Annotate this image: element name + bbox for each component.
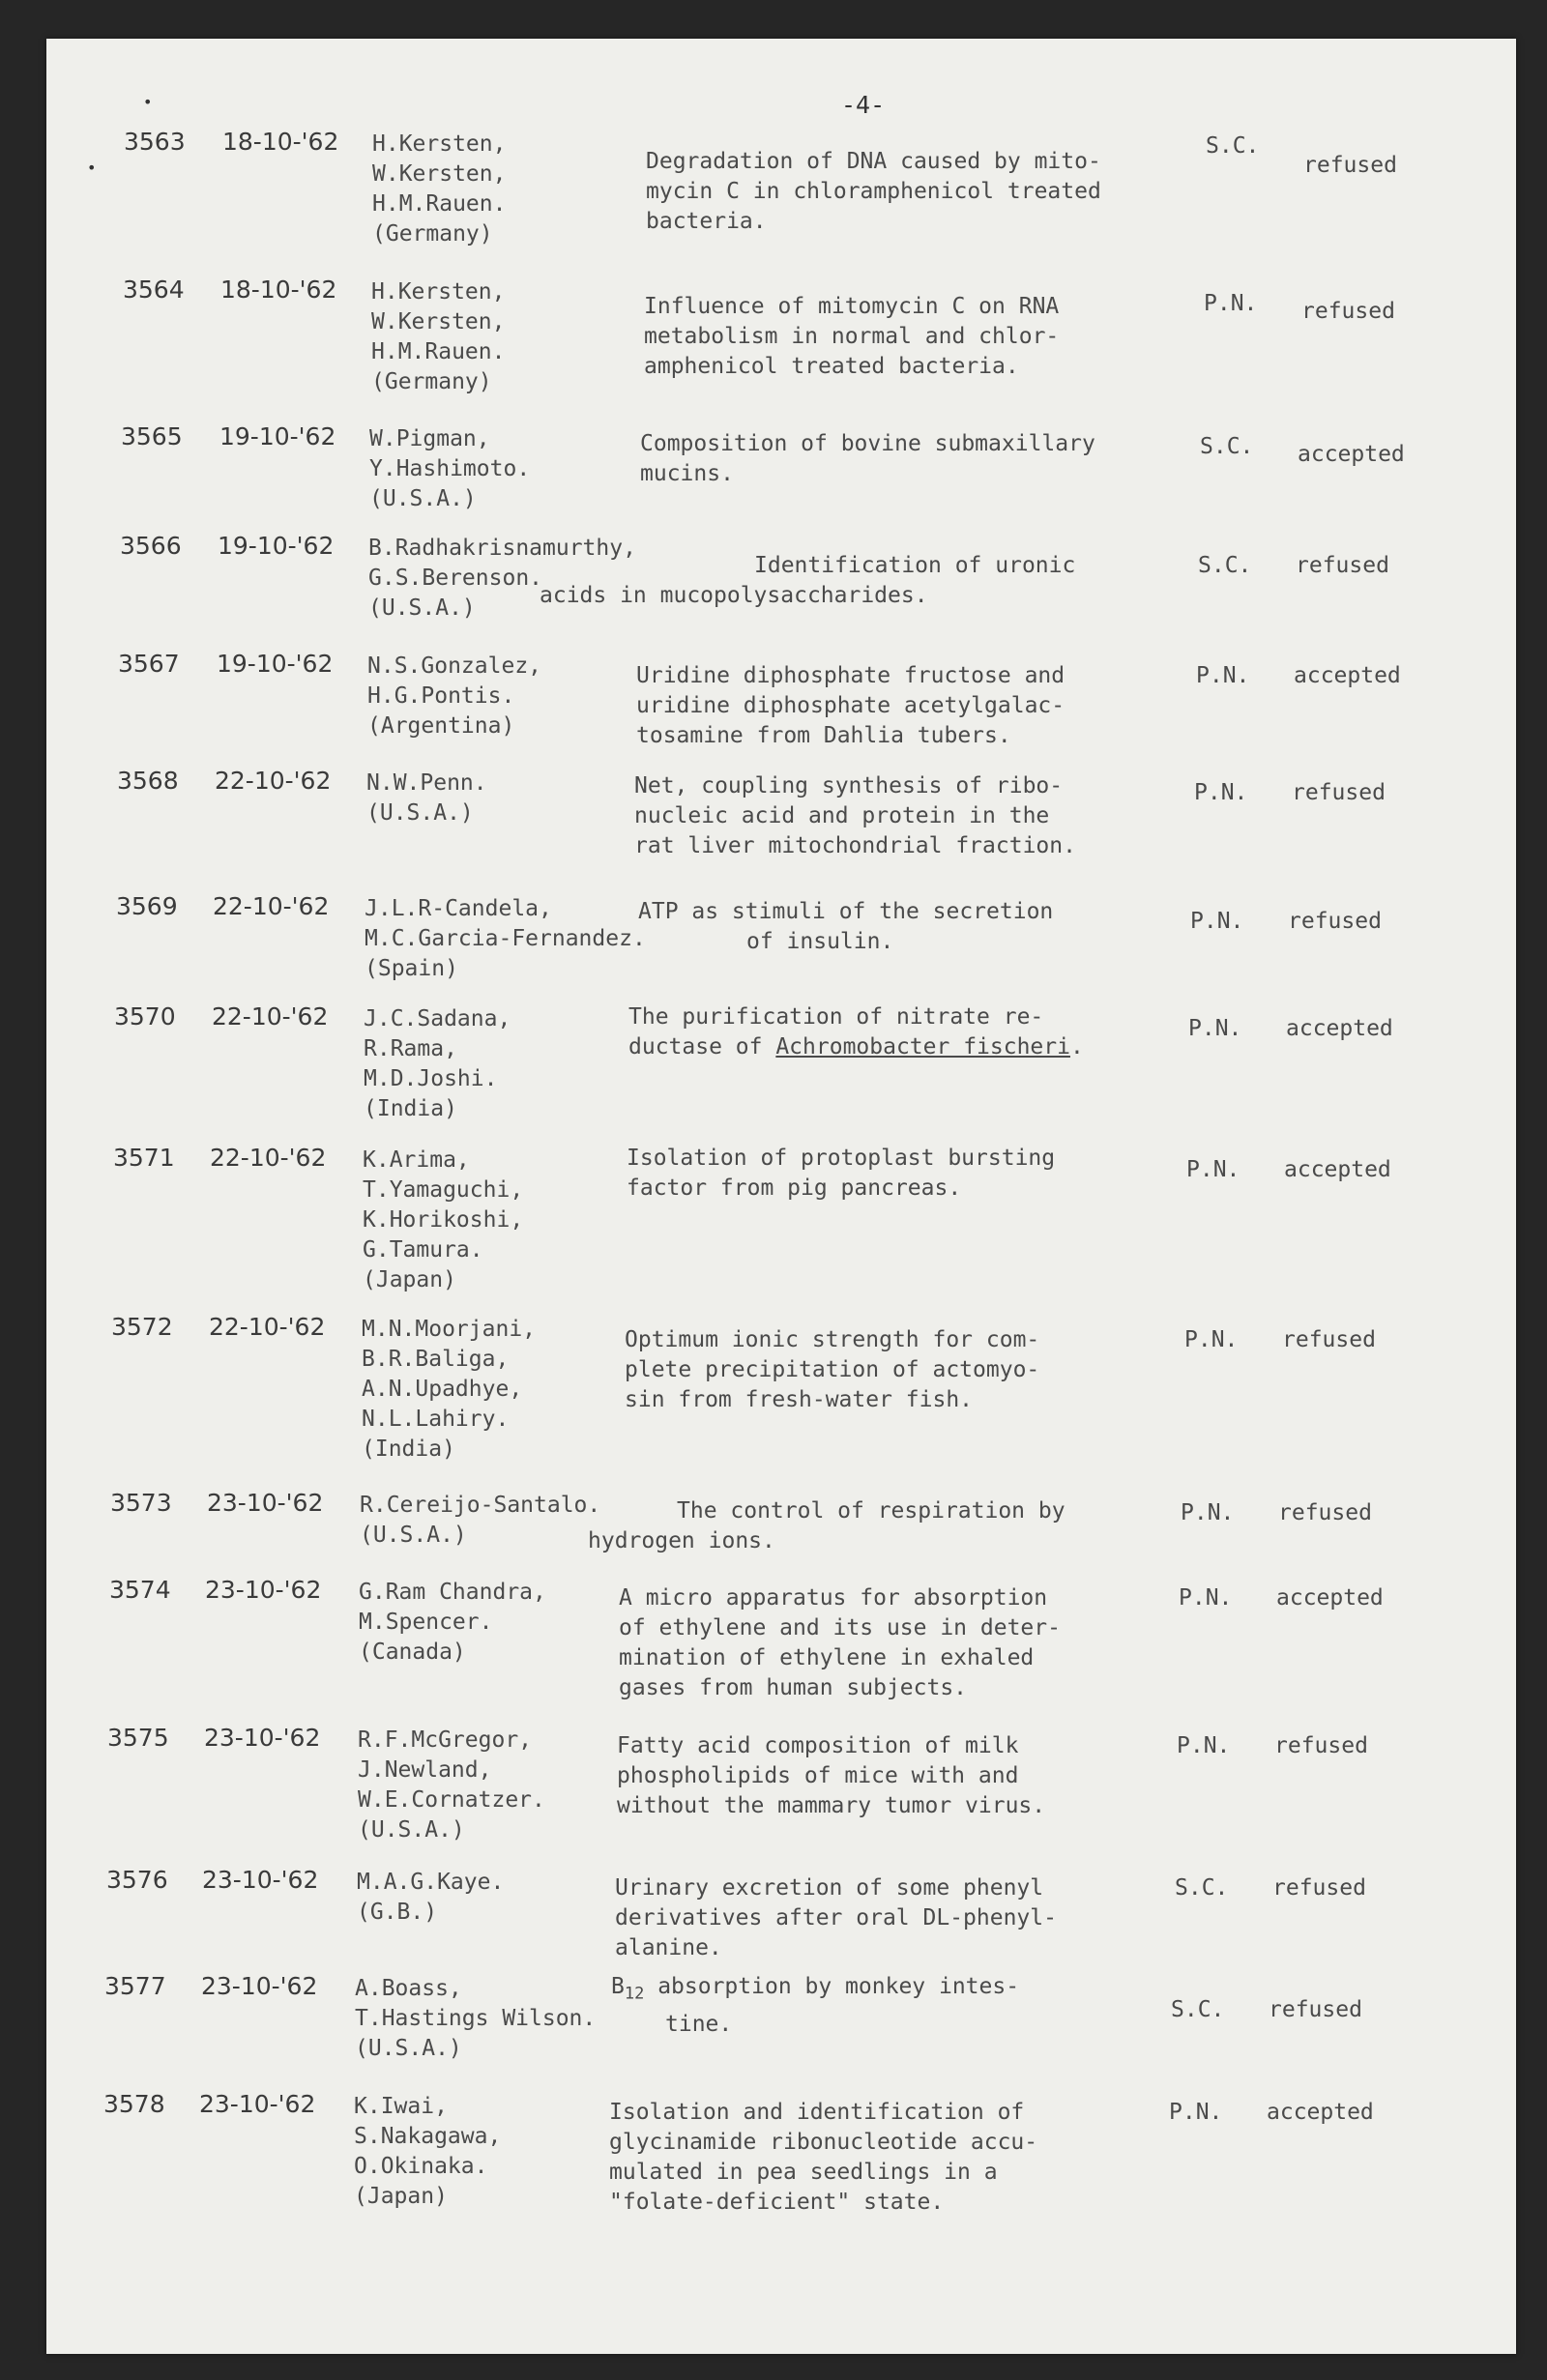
entry-type: P.N. [1194, 780, 1248, 805]
title-text: "folate-deficient" state. [609, 2190, 945, 2215]
author-line: A.N.Upadhye, [362, 1377, 523, 1402]
entry-status: refused [1288, 909, 1382, 934]
entry-type: P.N. [1190, 909, 1244, 934]
title-text: Fatty acid composition of milk [617, 1733, 1019, 1758]
title-text: alanine. [615, 1935, 722, 1960]
title-line [640, 429, 1095, 459]
entry-status: refused [1282, 1327, 1376, 1352]
title-text: The control of respiration by [677, 1498, 1065, 1524]
author-line: J.Newland, [358, 1757, 492, 1783]
title-line [615, 1873, 1057, 1903]
author-line: J.C.Sadana, [364, 1006, 511, 1031]
entry-status: accepted [1267, 2100, 1374, 2125]
author-line: W.Kersten, [371, 309, 506, 334]
entry-title [609, 2098, 1037, 2218]
entry-status: refused [1278, 1500, 1372, 1525]
title-line [644, 292, 1059, 322]
entry-title [636, 661, 1065, 751]
title-line [617, 1761, 1045, 1791]
author-line: N.L.Lahiry. [362, 1407, 510, 1432]
entry-type: S.C. [1198, 553, 1252, 578]
entry-authors [369, 424, 530, 514]
title-line [646, 147, 1101, 177]
entry-title [634, 771, 1076, 861]
title-text: nucleic acid and protein in the [634, 803, 1050, 828]
author-line: S.Nakagawa, [354, 2124, 502, 2149]
entry-status: refused [1269, 1997, 1362, 2022]
title-text: phospholipids of mice with and [617, 1763, 1019, 1788]
entry-title [615, 1873, 1057, 1963]
title-line [644, 352, 1059, 382]
title-line [634, 771, 1076, 801]
entry-title [625, 1325, 1039, 1415]
entry-type: S.C. [1206, 133, 1260, 159]
author-line: (Argentina) [367, 713, 515, 739]
title-line [636, 661, 1065, 691]
entry-date: 23-10-'62 [204, 1724, 321, 1752]
title-text: Net, coupling synthesis of ribo- [634, 773, 1064, 798]
title-line [617, 1791, 1045, 1821]
title-text: Optimum ionic strength for com- [625, 1327, 1040, 1352]
entry-number: 3567 [118, 650, 180, 678]
entry-date: 23-10-'62 [202, 1866, 319, 1894]
entry-authors [371, 277, 505, 397]
title-line [625, 1385, 1039, 1415]
author-line: W.Pigman, [369, 426, 490, 451]
title-line [615, 1903, 1057, 1933]
author-line: Y.Hashimoto. [369, 456, 531, 481]
author-line: N.W.Penn. [366, 770, 487, 796]
title-line [617, 1731, 1045, 1761]
title-line [640, 459, 1095, 489]
title-text: Urinary excretion of some phenyl [615, 1875, 1044, 1901]
title-text: Composition of bovine submaxillary [640, 431, 1095, 456]
author-line: M.A.G.Kaye. [357, 1870, 505, 1895]
entry-status: refused [1272, 1875, 1366, 1901]
title-text: Identification of uronic [754, 553, 1076, 578]
page-number: -4- [841, 91, 886, 119]
entry-authors [365, 894, 646, 984]
title-text: derivatives after oral DL-phenyl- [615, 1905, 1057, 1930]
title-text: metabolism in normal and chlor- [644, 324, 1060, 349]
author-line: G.Ram Chandra, [359, 1580, 546, 1605]
entry-title [628, 1002, 1084, 1062]
vitamin-b-subscript: 12 [624, 1984, 645, 2004]
entry-number: 3571 [113, 1144, 175, 1172]
title-line [611, 2010, 1019, 2040]
author-line: (U.S.A.) [355, 2036, 462, 2061]
title-line [609, 2188, 1037, 2218]
title-text: amphenicol treated bacteria. [644, 354, 1019, 379]
author-line: (U.S.A.) [360, 1523, 467, 1548]
entry-authors [355, 1974, 596, 2064]
author-line: H.M.Rauen. [372, 191, 507, 217]
title-text: acids in mucopolysaccharides. [540, 583, 928, 608]
entry-date: 23-10-'62 [199, 2090, 316, 2118]
author-line: M.N.Moorjani, [362, 1317, 537, 1342]
title-line [615, 1933, 1057, 1963]
author-line: (Canada) [359, 1640, 466, 1665]
title-text: glycinamide ribonucleotide accu- [609, 2130, 1038, 2155]
entry-number: 3569 [116, 892, 178, 920]
author-line: M.D.Joshi. [364, 1066, 498, 1091]
author-line: W.E.Cornatzer. [358, 1787, 545, 1813]
title-line [627, 1144, 1055, 1174]
title-text: of insulin. [746, 929, 894, 954]
entry-number: 3573 [110, 1489, 172, 1517]
title-text: mycin C in chloramphenicol treated [646, 179, 1101, 204]
author-line: R.F.McGregor, [358, 1727, 533, 1753]
entry-number: 3568 [117, 767, 179, 795]
title-text: tine. [665, 2011, 733, 2037]
entry-type: P.N. [1186, 1157, 1241, 1182]
author-line: (India) [362, 1437, 455, 1462]
title-end: . [1069, 1034, 1084, 1059]
entry-date: 18-10-'62 [222, 128, 339, 156]
entry-title [617, 1731, 1045, 1821]
author-line: R.Rama, [364, 1036, 457, 1061]
entry-number: 3577 [104, 1972, 166, 2000]
author-line: N.S.Gonzalez, [367, 653, 542, 679]
entry-type: P.N. [1179, 1585, 1233, 1611]
author-line: M.Spencer. [359, 1610, 493, 1635]
entry-authors [367, 652, 541, 741]
author-line: H.Kersten, [371, 279, 506, 305]
title-text: plete precipitation of actomyo- [625, 1357, 1040, 1382]
entry-status: refused [1301, 299, 1395, 324]
entry-type: P.N. [1169, 2100, 1223, 2125]
author-line: (India) [364, 1096, 457, 1121]
title-text: without the mammary tumor virus. [617, 1793, 1046, 1818]
entry-authors [359, 1578, 546, 1668]
title-text: mulated in pea seedlings in a [609, 2160, 998, 2185]
entry-date: 19-10-'62 [218, 532, 335, 560]
title-line [588, 1526, 1065, 1556]
author-line: (Japan) [363, 1267, 456, 1292]
entry-title [638, 897, 1053, 957]
entry-type: P.N. [1204, 291, 1258, 316]
title-line [636, 691, 1065, 721]
author-line: (U.S.A.) [368, 595, 476, 621]
vitamin-b-label: B [611, 1974, 625, 1999]
title-line [619, 1613, 1061, 1643]
entry-authors [363, 1146, 523, 1295]
title-line [609, 2158, 1037, 2188]
title-line [611, 1972, 1019, 2010]
entry-status: accepted [1294, 663, 1401, 688]
title-text: absorption by monkey intes- [644, 1974, 1020, 1999]
author-line: H.Kersten, [372, 131, 507, 157]
title-line [540, 581, 1075, 611]
author-line: W.Kersten, [372, 161, 507, 187]
title-line [627, 1174, 1055, 1204]
entry-number: 3572 [111, 1313, 173, 1341]
entry-number: 3565 [121, 422, 183, 450]
title-text: Degradation of DNA caused by mito- [646, 149, 1101, 174]
title-text: hydrogen ions. [588, 1528, 775, 1553]
author-line: B.R.Baliga, [362, 1347, 510, 1372]
entry-title [627, 1144, 1055, 1204]
title-line [625, 1325, 1039, 1355]
title-text: mucins. [640, 461, 734, 486]
title-text: Isolation and identification of [609, 2100, 1025, 2125]
entry-authors [372, 130, 506, 249]
entry-type: S.C. [1175, 1875, 1229, 1901]
author-line: H.G.Pontis. [367, 683, 515, 709]
entry-authors [358, 1726, 545, 1845]
author-line: T.Yamaguchi, [363, 1177, 524, 1203]
title-text: bacteria. [646, 209, 767, 234]
author-line: (U.S.A.) [369, 486, 477, 511]
author-line: T.Hastings Wilson. [355, 2006, 597, 2031]
title-text: ATP as stimuli of the secretion [638, 899, 1054, 924]
entry-type: P.N. [1184, 1327, 1239, 1352]
entry-status: accepted [1286, 1016, 1393, 1041]
margin-mark: • [143, 93, 153, 111]
entry-date: 22-10-'62 [212, 1002, 329, 1030]
author-line: (Germany) [371, 369, 492, 394]
entry-date: 19-10-'62 [219, 422, 336, 450]
entry-date: 23-10-'62 [205, 1576, 322, 1604]
entry-number: 3566 [120, 532, 182, 560]
title-line [636, 721, 1065, 751]
entry-type: P.N. [1181, 1500, 1235, 1525]
title-line [625, 1355, 1039, 1385]
entry-date: 22-10-'62 [210, 1144, 327, 1172]
title-line [634, 831, 1076, 861]
entry-status: accepted [1298, 442, 1405, 467]
title-text: Uridine diphosphate fructose and [636, 663, 1065, 688]
entry-number: 3564 [123, 276, 185, 304]
entry-date: 19-10-'62 [217, 650, 334, 678]
entry-title [611, 1972, 1019, 2040]
author-line: K.Arima, [363, 1147, 470, 1173]
entry-status: refused [1303, 153, 1397, 178]
author-line: K.Iwai, [354, 2094, 448, 2119]
author-line: (G.B.) [357, 1900, 438, 1925]
entry-date: 18-10-'62 [220, 276, 337, 304]
entry-date: 22-10-'62 [215, 767, 332, 795]
title-text: ductase of [628, 1034, 776, 1059]
entry-status: refused [1292, 780, 1386, 805]
author-line: G.S.Berenson. [368, 566, 543, 591]
entry-status: accepted [1276, 1585, 1384, 1611]
title-text: A micro apparatus for absorption [619, 1585, 1048, 1611]
author-line: (U.S.A.) [366, 800, 474, 826]
title-line [619, 1643, 1061, 1673]
entry-date: 23-10-'62 [201, 1972, 318, 2000]
title-text: Influence of mitomycin C on RNA [644, 294, 1060, 319]
title-text: factor from pig pancreas. [627, 1175, 962, 1201]
entry-number: 3576 [106, 1866, 168, 1894]
margin-mark: • [87, 159, 97, 177]
author-line: O.Okinaka. [354, 2154, 488, 2179]
entry-date: 22-10-'62 [213, 892, 330, 920]
entry-type: P.N. [1177, 1733, 1231, 1758]
author-line: J.L.R-Candela, [365, 896, 552, 921]
entry-number: 3575 [107, 1724, 169, 1752]
title-line [619, 1673, 1061, 1703]
entry-date: 22-10-'62 [209, 1313, 326, 1341]
author-line: (U.S.A.) [358, 1817, 465, 1843]
entry-authors [366, 769, 487, 828]
entry-type: P.N. [1196, 663, 1250, 688]
author-line: G.Tamura. [363, 1237, 483, 1263]
entry-authors [362, 1315, 536, 1465]
entry-type: P.N. [1188, 1016, 1242, 1041]
title-text: tosamine from Dahlia tubers. [636, 723, 1011, 748]
title-text: sin from fresh-water fish. [625, 1387, 974, 1412]
entry-authors [354, 2092, 501, 2212]
organism-name: Achromobacter fischeri [775, 1034, 1070, 1059]
entry-status: refused [1296, 553, 1389, 578]
author-line: (Japan) [354, 2184, 448, 2209]
title-line [628, 1002, 1084, 1032]
title-line [634, 801, 1076, 831]
title-text: gases from human subjects. [619, 1675, 968, 1700]
entry-title [644, 292, 1059, 382]
entry-number: 3563 [124, 128, 186, 156]
entry-authors [357, 1868, 504, 1928]
title-text: uridine diphosphate acetylgalac- [636, 693, 1065, 718]
title-line [619, 1583, 1061, 1613]
entry-status: refused [1274, 1733, 1368, 1758]
title-line [754, 551, 1075, 581]
entry-status: accepted [1284, 1157, 1391, 1182]
author-line: (Spain) [365, 956, 458, 981]
author-line: B.Radhakrisnamurthy, [368, 536, 636, 561]
entry-authors [364, 1004, 511, 1124]
title-line [644, 322, 1059, 352]
title-line [746, 927, 1053, 957]
title-line [609, 2128, 1037, 2158]
entry-type: S.C. [1200, 434, 1254, 459]
author-line: (Germany) [372, 221, 493, 247]
entry-title [619, 1583, 1061, 1703]
title-text: of ethylene and its use in deter- [619, 1615, 1061, 1640]
title-line [677, 1496, 1065, 1526]
entry-date: 23-10-'62 [207, 1489, 324, 1517]
entry-title [640, 429, 1095, 489]
author-line: A.Boass, [355, 1976, 462, 2001]
title-line [646, 177, 1101, 207]
entry-number: 3578 [103, 2090, 165, 2118]
title-line [646, 207, 1101, 237]
entry-title [540, 551, 1076, 611]
title-line [628, 1032, 1084, 1062]
title-text: Isolation of protoplast bursting [627, 1146, 1056, 1171]
entry-title [646, 147, 1101, 237]
entry-title [588, 1496, 1065, 1556]
entry-number: 3574 [109, 1576, 171, 1604]
title-line [638, 897, 1053, 927]
author-line: M.C.Garcia-Fernandez. [365, 926, 646, 951]
entry-authors [360, 1491, 600, 1551]
title-text: rat liver mitochondrial fraction. [634, 833, 1076, 858]
author-line: K.Horikoshi, [363, 1207, 524, 1233]
title-text: mination of ethylene in exhaled [619, 1645, 1035, 1670]
entry-type: S.C. [1171, 1997, 1225, 2022]
title-line [609, 2098, 1037, 2128]
title-text: The purification of nitrate re- [628, 1004, 1044, 1030]
author-line: R.Cereijo-Santalo. [360, 1493, 601, 1518]
author-line: H.M.Rauen. [371, 339, 506, 364]
entry-number: 3570 [114, 1002, 176, 1030]
